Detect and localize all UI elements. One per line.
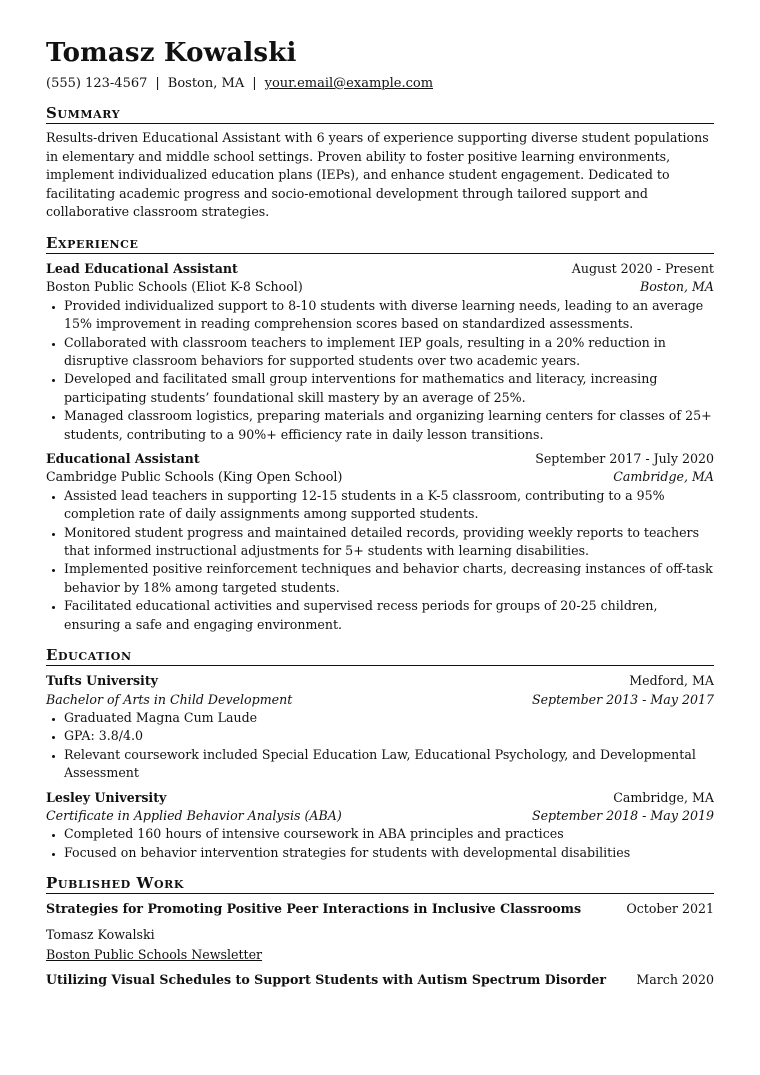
- school-location: Cambridge, MA: [613, 789, 714, 805]
- bullet-item: • Provided individualized support to 8-10 students with diverse learning needs, leading to an average 15% improvement in reading comprehension scores based on standardized assessments.: [64, 297, 714, 334]
- section-title-published-work: Published Work: [46, 874, 714, 894]
- publication-author: Tomasz Kowalski: [46, 927, 155, 943]
- school-name: Lesley University: [46, 789, 167, 805]
- bullet-item: • Implemented positive reinforcement techniques and behavior charts, decreasing instances of off-task behavior by 18% among targeted students.: [64, 560, 714, 597]
- job-dates: September 2017 - July 2020: [535, 451, 714, 467]
- publication-date: October 2021: [626, 901, 714, 917]
- location: Boston, MA: [167, 76, 245, 91]
- bullet-item: • Completed 160 hours of intensive coursework in ABA principles and practices: [64, 825, 714, 843]
- degree: Bachelor of Arts in Child Development: [46, 691, 293, 707]
- job-entry: [46, 260, 714, 444]
- job-location: Cambridge, MA: [613, 469, 714, 485]
- school-location: Medford, MA: [629, 673, 714, 689]
- education-dates: September 2018 - May 2019: [531, 807, 714, 823]
- bullet-item: • Graduated Magna Cum Laude: [64, 709, 714, 727]
- education-bullets: [46, 709, 714, 783]
- section-title-education: Education: [46, 646, 714, 666]
- phone-number: (555) 123-4567: [46, 76, 148, 91]
- job-role: Educational Assistant: [46, 451, 200, 467]
- bullet-item: • Facilitated educational activities and supervised recess periods for groups of 20-25 children, ensuring a safe and engaging environment.: [64, 597, 714, 634]
- publication-title: Utilizing Visual Schedules to Support Students with Autism Spectrum Disorder: [46, 972, 607, 988]
- bullet-item: • Managed classroom logistics, preparing materials and organizing learning centers for classes of 25+ students, contributing to a 90%+ efficiency rate in daily lesson transitions.: [64, 407, 714, 444]
- summary-text: Results-driven Educational Assistant with 6 years of experience supporting diverse student populations in elementary and middle school settings. Proven ability to foster positive learning environments, implement individualized education plans (IEPs), and enhance student engagement. Dedicated to facilitating academic progress and socio-emotional development through tailored support and collaborative classroom strategies.: [46, 130, 709, 220]
- bullet-item: • Collaborated with classroom teachers to implement IEP goals, resulting in a 20% reduction in disruptive classroom behaviors for supported students over two academic years.: [64, 334, 714, 371]
- bullet-item: • Assisted lead teachers in supporting 12-15 students in a K-5 classroom, contributing to a 95% completion rate of daily assignments among supported students.: [64, 487, 714, 524]
- job-entry: [46, 450, 714, 634]
- school-name: Tufts University: [46, 673, 158, 689]
- publication-entry: [46, 970, 714, 990]
- bullet-item: • Monitored student progress and maintained detailed records, providing weekly reports to teachers that informed instructional adjustments for 5+ students with learning disabilities.: [64, 524, 714, 561]
- education-dates: September 2013 - May 2017: [531, 691, 714, 707]
- job-bullets: [46, 297, 714, 444]
- job-dates: August 2020 - Present: [571, 260, 714, 276]
- bullet-item: • Focused on behavior intervention strategies for students with developmental disabilities: [64, 844, 714, 862]
- section-title-experience: Experience: [46, 234, 714, 254]
- email-link[interactable]: your.email@example.com: [264, 76, 434, 91]
- bullet-item: • GPA: 3.8/4.0: [64, 727, 714, 745]
- bullet-item: • Developed and facilitated small group interventions for mathematics and literacy, increasing participating students’ foundational skill mastery by an average of 25%.: [64, 370, 714, 407]
- publication-date: March 2020: [636, 972, 714, 988]
- bullet-item: • Relevant coursework included Special Education Law, Educational Psychology, and Developmental Assessment: [64, 746, 714, 783]
- job-role: Lead Educational Assistant: [46, 260, 238, 276]
- education-bullets: [46, 825, 714, 862]
- publication-title: Strategies for Promoting Positive Peer Interactions in Inclusive Classrooms: [46, 901, 582, 917]
- job-location: Boston, MA: [639, 279, 714, 295]
- job-organization: Cambridge Public Schools (King Open School): [46, 469, 343, 485]
- education-entry: [46, 672, 714, 782]
- contact-separator: |: [252, 76, 257, 91]
- job-bullets: [46, 487, 714, 634]
- candidate-name: Tomasz Kowalski: [46, 38, 297, 68]
- publication-venue-link[interactable]: Boston Public Schools Newsletter: [46, 947, 263, 963]
- section-title-summary: Summary: [46, 104, 714, 124]
- degree: Certificate in Applied Behavior Analysis (ABA): [46, 807, 342, 823]
- contact-separator: |: [155, 76, 160, 91]
- contact-line: [46, 76, 714, 92]
- job-organization: Boston Public Schools (Eliot K-8 School): [46, 279, 303, 295]
- education-entry: [46, 789, 714, 863]
- publication-entry: [46, 899, 714, 965]
